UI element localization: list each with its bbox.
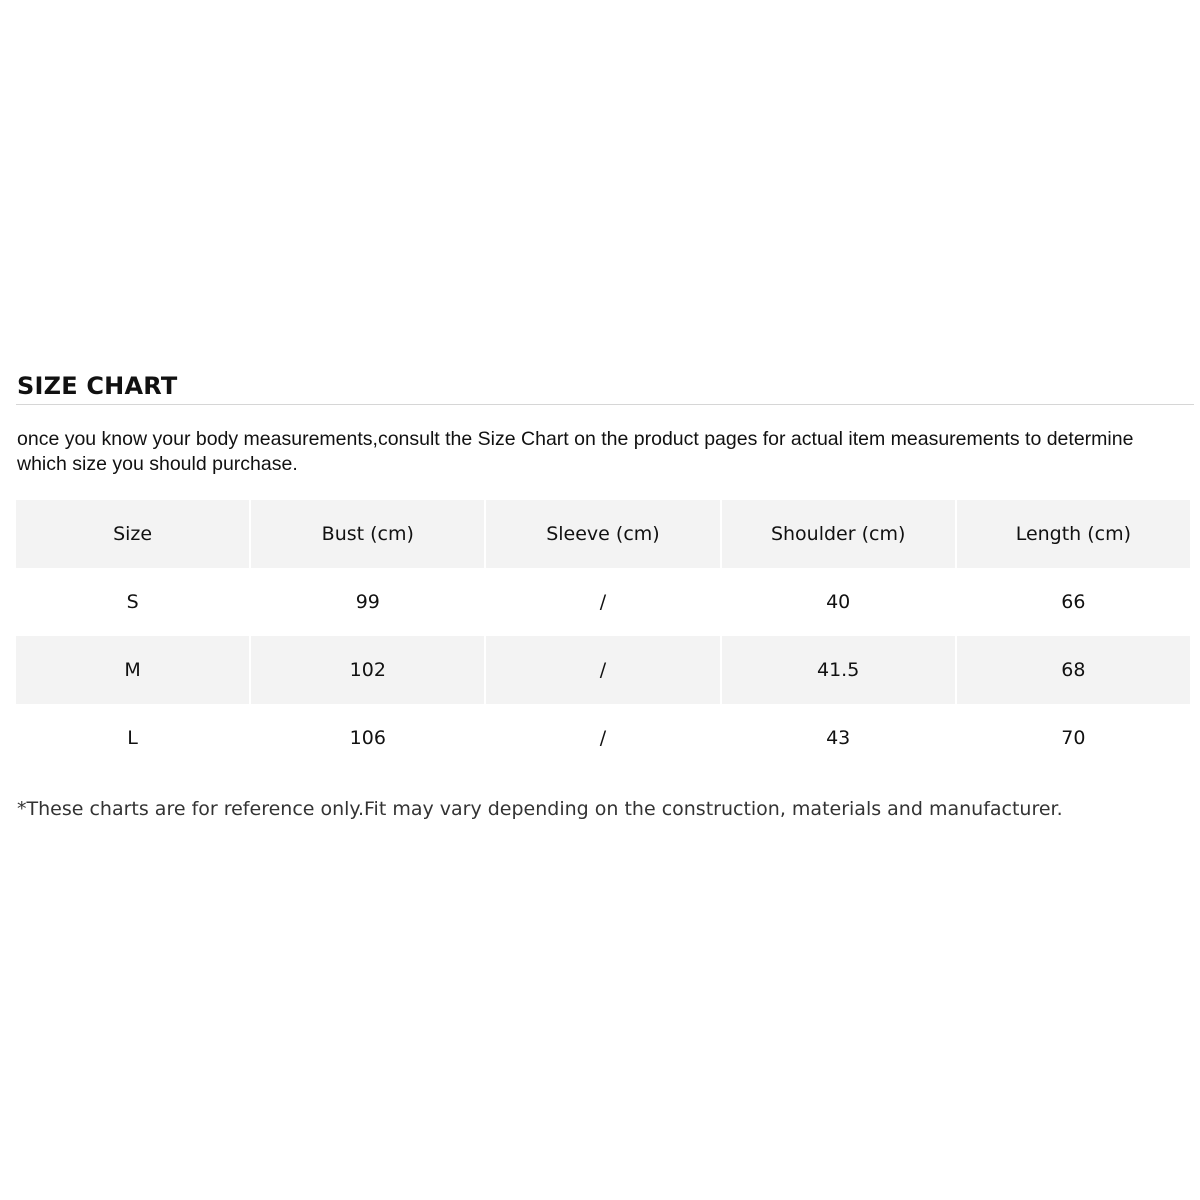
cell-size: L: [127, 727, 138, 749]
table-row: [16, 568, 1190, 636]
cell-shoulder: 41.5: [722, 636, 955, 704]
cell-size: S: [126, 591, 139, 613]
cell-length: 70: [1061, 727, 1086, 749]
disclaimer-note: *These charts are for reference only.Fit may vary depending on the construction, materials and manufacturer.: [17, 798, 1063, 820]
cell-bust: 102: [251, 636, 484, 704]
intro-line-2: which size you should purchase.: [17, 453, 298, 475]
cell-bust: 106: [349, 727, 386, 749]
table-row: [16, 636, 1190, 704]
cell-length: 66: [1061, 591, 1086, 613]
header-length: Length (cm): [957, 500, 1190, 568]
intro-text: [16, 427, 1194, 477]
cell-bust: 99: [355, 591, 380, 613]
intro-line-1: once you know your body measurements,consult the Size Chart on the product pages for actual item measurements to determine: [17, 428, 1134, 450]
cell-sleeve: /: [486, 636, 719, 704]
header-size: Size: [16, 500, 249, 568]
table-header-row: [16, 500, 1190, 568]
header-sleeve: Sleeve (cm): [486, 500, 719, 568]
cell-shoulder: 43: [826, 727, 851, 749]
table-row: [16, 704, 1190, 772]
size-table: [14, 500, 1192, 772]
cell-shoulder: 40: [826, 591, 851, 613]
cell-size: M: [16, 636, 249, 704]
title-divider: [16, 404, 1194, 405]
size-chart-section: [16, 370, 1194, 822]
cell-sleeve: /: [599, 591, 607, 613]
page-title: SIZE CHART: [17, 372, 178, 400]
header-bust: Bust (cm): [251, 500, 484, 568]
cell-length: 68: [957, 636, 1190, 704]
header-shoulder: Shoulder (cm): [722, 500, 955, 568]
cell-sleeve: /: [599, 727, 607, 749]
